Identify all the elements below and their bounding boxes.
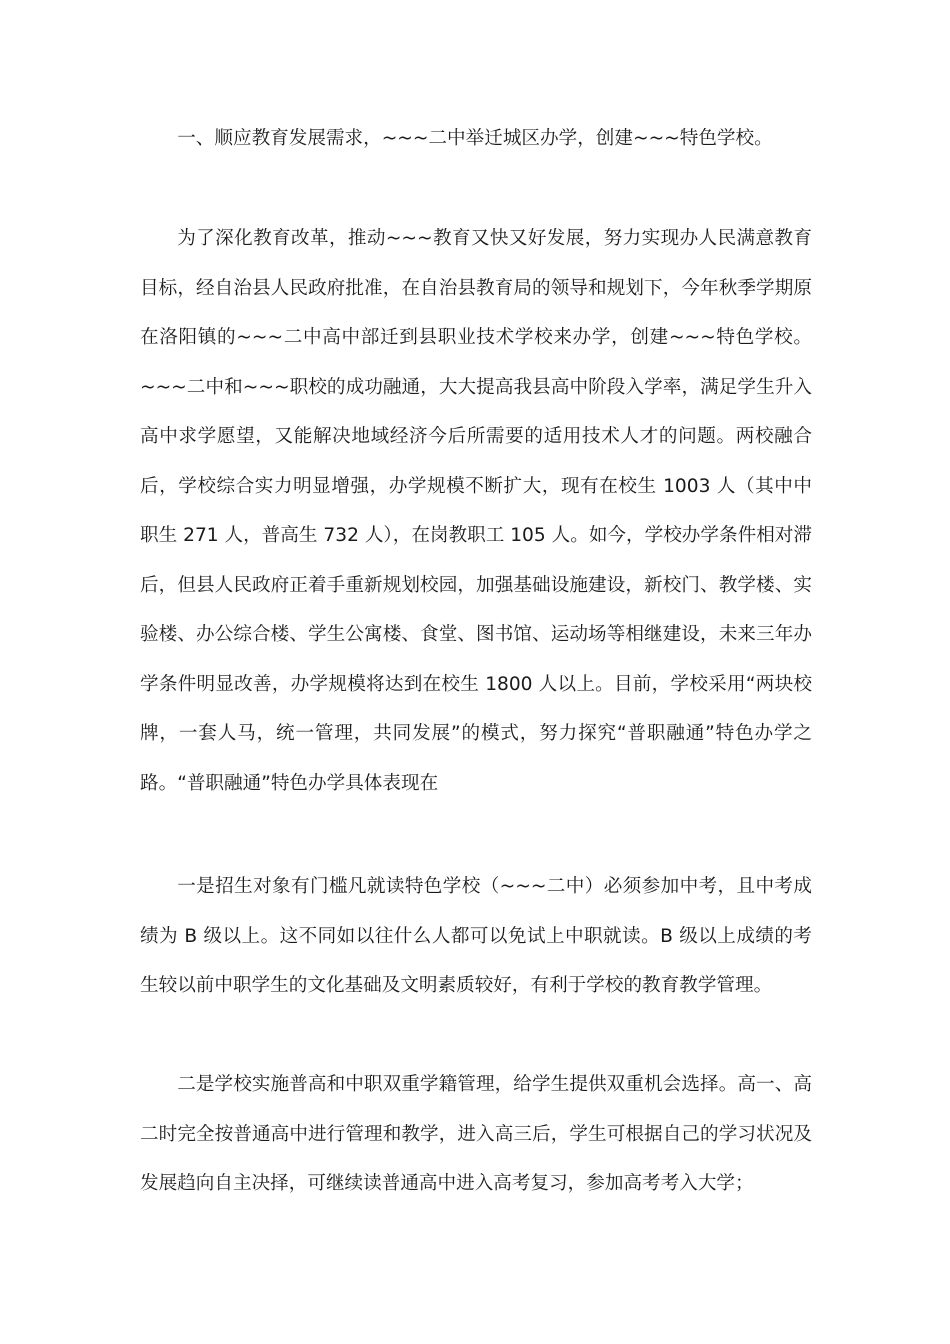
body-paragraph-point-one: 一是招生对象有门槛凡就读特色学校（~~~二中）必须参加中考，且中考成绩为 B 级以上。这不同如以往什么人都可以免试上中职就读。B 级以上成绩的考生较以前中职学生的文化基础及文明素质较好，有利于学校的教育教学管理。 — [140, 876, 812, 996]
body-paragraph-intro: 为了深化教育改革，推动~~~教育又快又好发展，努力实现办人民满意教育目标，经自治县人民政府批准，在自治县教育局的领导和规划下，今年秋季学期原在洛阳镇的~~~二中高中部迁到县职业技术学校来办学，创建~~~特色学校。~~~二中和~~~职校的成功融通，大大提高我县高中阶段入学率，满足学生升入高中求学愿望，又能解决地域经济今后所需要的适用技术人才的问题。两校融合后，学校综合实力明显增强，办学规模不断扩大，现有在校生 1003 人（其中中职生 271 人，普高生 732 人），在岗教职工 105 人。如今，学校办学条件相对滞后，但县人民政府正着手重新规划校园，加强基础设施建设，新校门、教学楼、实验楼、办公综合楼、学生公寓楼、食堂、图书馆、运动场等相继建设，未来三年办学条件明显改善，办学规模将达到在校生 1800 人以上。目前，学校采用“两块校牌，一套人马，统一管理，共同发展”的模式，努力探究“普职融通”特色办学之路。“普职融通”特色办学具体表现在 — [140, 228, 812, 794]
section-heading: 一、顺应教育发展需求，~~~二中举迁城区办学，创建~~~特色学校。 — [177, 128, 773, 149]
body-paragraph-point-two: 二是学校实施普高和中职双重学籍管理，给学生提供双重机会选择。高一、高二时完全按普通高中进行管理和教学，进入高三后，学生可根据自己的学习状况及发展趋向自主决择，可继续读普通高中进入高考复习，参加高考考入大学； — [140, 1074, 812, 1194]
